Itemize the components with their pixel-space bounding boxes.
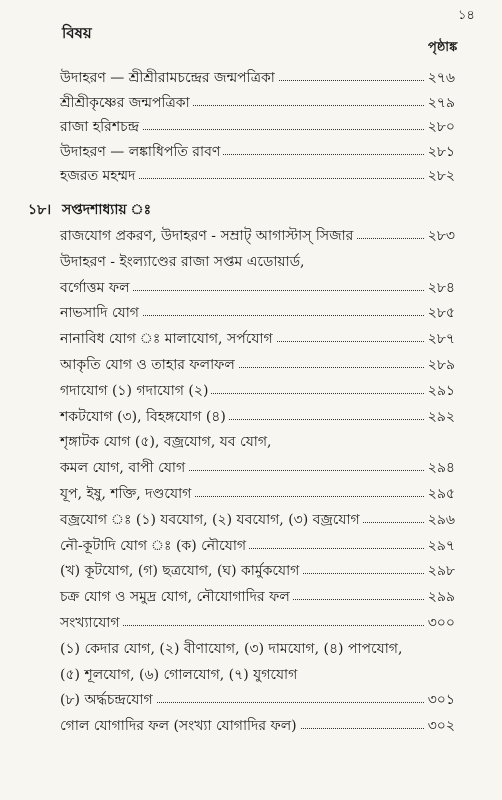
toc-entry-page: ২৯৮ bbox=[425, 559, 455, 583]
toc-entry-text: গোল যোগাদির ফল (সংখ্যা যোগাদির ফল) bbox=[60, 714, 300, 738]
toc-entry-text: (খ) কূটযোগ, (গ) ছত্রযোগ, (ঘ) কার্মুকযোগ bbox=[60, 559, 302, 583]
toc-entry-page: ২৮১ bbox=[425, 140, 455, 164]
toc-entry bbox=[0, 482, 502, 506]
toc-entry-text: নাভসাদি যোগ bbox=[60, 301, 142, 325]
page-column-heading: পৃষ্ঠাঙ্ক bbox=[428, 40, 458, 55]
toc-entry-text: (৫) শূলযোগ, (৬) গোলযোগ, (৭) যুগযোগ bbox=[60, 663, 300, 687]
toc-entry bbox=[0, 224, 502, 248]
toc-entry-text: শৃঙ্গাটক যোগ (৫), বজ্রযোগ, যব যোগ, bbox=[60, 430, 275, 454]
toc-entry bbox=[0, 379, 502, 403]
toc-entry bbox=[0, 430, 502, 454]
dot-leader bbox=[100, 625, 452, 626]
toc-entry-page: ২৮৪ bbox=[425, 276, 455, 300]
toc-entry bbox=[0, 353, 502, 377]
page-number: ১৪ bbox=[458, 8, 475, 23]
toc-entry-text: নৌ-কূটাদি যোগ ঃ (ক) নৌযোগ bbox=[60, 534, 249, 558]
toc-entry-page: ২৯২ bbox=[425, 405, 455, 429]
toc-entry bbox=[0, 714, 502, 738]
toc-entry bbox=[0, 250, 502, 274]
toc-entry-text: শ্রীশ্রীকৃষ্ণের জন্মপত্রিকা bbox=[60, 91, 193, 115]
toc-entry bbox=[0, 508, 502, 532]
toc-entry-text: (১) কেদার যোগ, (২) বীণাযোগ, (৩) দামযোগ, (৪) পাপযোগ, bbox=[60, 637, 405, 661]
dot-leader bbox=[100, 129, 452, 130]
toc-entry bbox=[0, 276, 502, 300]
toc-entry-page: ৩০০ bbox=[425, 611, 455, 635]
toc-entry-page: ২৯৪ bbox=[425, 456, 455, 480]
toc-entry-page: ২৯১ bbox=[425, 379, 455, 403]
toc-entry-text: হজরত মহম্মদ bbox=[60, 164, 138, 188]
toc-entry bbox=[0, 456, 502, 480]
toc-entry-text: শকটযোগ (৩), বিহঙ্গযোগ (৪) bbox=[60, 405, 229, 429]
toc-entry bbox=[0, 585, 502, 609]
toc-entry-text: নানাবিধ যোগ ঃ মালাযোগ, সর্পযোগ bbox=[60, 327, 276, 351]
toc-entry-text: রাজযোগ প্রকরণ, উদাহরণ - সম্রাট্ আগাস্টাস্ সিজার bbox=[60, 224, 356, 248]
toc-entry bbox=[0, 534, 502, 558]
toc-entry-page: ২৯৭ bbox=[425, 534, 455, 558]
toc-entry-text: সংখ্যাযোগ bbox=[60, 611, 123, 635]
toc-entry-page: ২৯৬ bbox=[425, 508, 455, 532]
toc-entry-page: ২৮৯ bbox=[425, 353, 455, 377]
subject-column-heading: বিষয় bbox=[62, 24, 92, 42]
chapter-number: ১৮। bbox=[28, 202, 52, 218]
toc-entry-text: আকৃতি যোগ ও তাহার ফলাফল bbox=[60, 353, 238, 377]
toc-entry bbox=[0, 405, 502, 429]
toc-entry-text: বর্গোত্তম ফল bbox=[60, 276, 133, 300]
toc-entry-page: ৩০১ bbox=[425, 688, 455, 712]
toc-entry-text: বজ্রযোগ ঃ (১) যবযোগ, (২) যবযোগ, (৩) বজ্রযোগ bbox=[60, 508, 363, 532]
toc-entry-page: ২৮৫ bbox=[425, 301, 455, 325]
toc-entry bbox=[0, 140, 502, 164]
toc-entry-page: ৩০২ bbox=[425, 714, 455, 738]
toc-entry-text: চক্র যোগ ও সমুদ্র যোগ, নৌযোগাদির ফল bbox=[60, 585, 293, 609]
toc-entry-text: রাজা হরিশচন্দ্র bbox=[60, 115, 142, 139]
toc-entry-page: ২৭৯ bbox=[425, 91, 455, 115]
toc-entry bbox=[0, 327, 502, 351]
toc-entry-text: উদাহরণ — শ্রীশ্রীরামচন্দ্রের জন্মপত্রিকা bbox=[60, 66, 278, 90]
toc-entry bbox=[0, 66, 502, 90]
chapter-title: সপ্তদশাধ্যায় ঃ bbox=[62, 202, 152, 218]
toc-entry-page: ২৮০ bbox=[425, 115, 455, 139]
toc-entry bbox=[0, 164, 502, 188]
toc-entry bbox=[0, 115, 502, 139]
toc-entry bbox=[0, 301, 502, 325]
toc-entry-text: কমল যোগ, বাপী যোগ bbox=[60, 456, 188, 480]
toc-entry-page: ২৮২ bbox=[425, 164, 455, 188]
toc-entry-text: (৮) অর্দ্ধচন্দ্রযোগ bbox=[60, 688, 156, 712]
dot-leader bbox=[100, 315, 452, 316]
toc-entry bbox=[0, 663, 502, 687]
toc-entry bbox=[0, 559, 502, 583]
dot-leader bbox=[100, 178, 452, 179]
toc-entry-page: ২৮৩ bbox=[425, 224, 455, 248]
toc-entry bbox=[0, 91, 502, 115]
dot-leader bbox=[100, 290, 452, 291]
chapter-heading bbox=[0, 198, 502, 222]
toc-entry-text: যূপ, ইষু, শক্তি, দণ্ডযোগ bbox=[60, 482, 194, 506]
toc-entry-text: উদাহরণ - ইংল্যাণ্ডের রাজা সপ্তম এডোয়ার্ড, bbox=[60, 250, 307, 274]
toc-entry bbox=[0, 611, 502, 635]
toc-entry-page: ২৯৫ bbox=[425, 482, 455, 506]
toc-entry-page: ২৯৯ bbox=[425, 585, 455, 609]
toc-entry bbox=[0, 688, 502, 712]
toc-entry-page: ২৮৭ bbox=[425, 327, 455, 351]
toc-entry-text: গদাযোগ (১) গদাযোগ (২) bbox=[60, 379, 211, 403]
toc-entry-text: উদাহরণ — লঙ্কাধিপতি রাবণ bbox=[60, 140, 223, 164]
toc-entry-page: ২৭৬ bbox=[425, 66, 455, 90]
toc-entry bbox=[0, 637, 502, 661]
